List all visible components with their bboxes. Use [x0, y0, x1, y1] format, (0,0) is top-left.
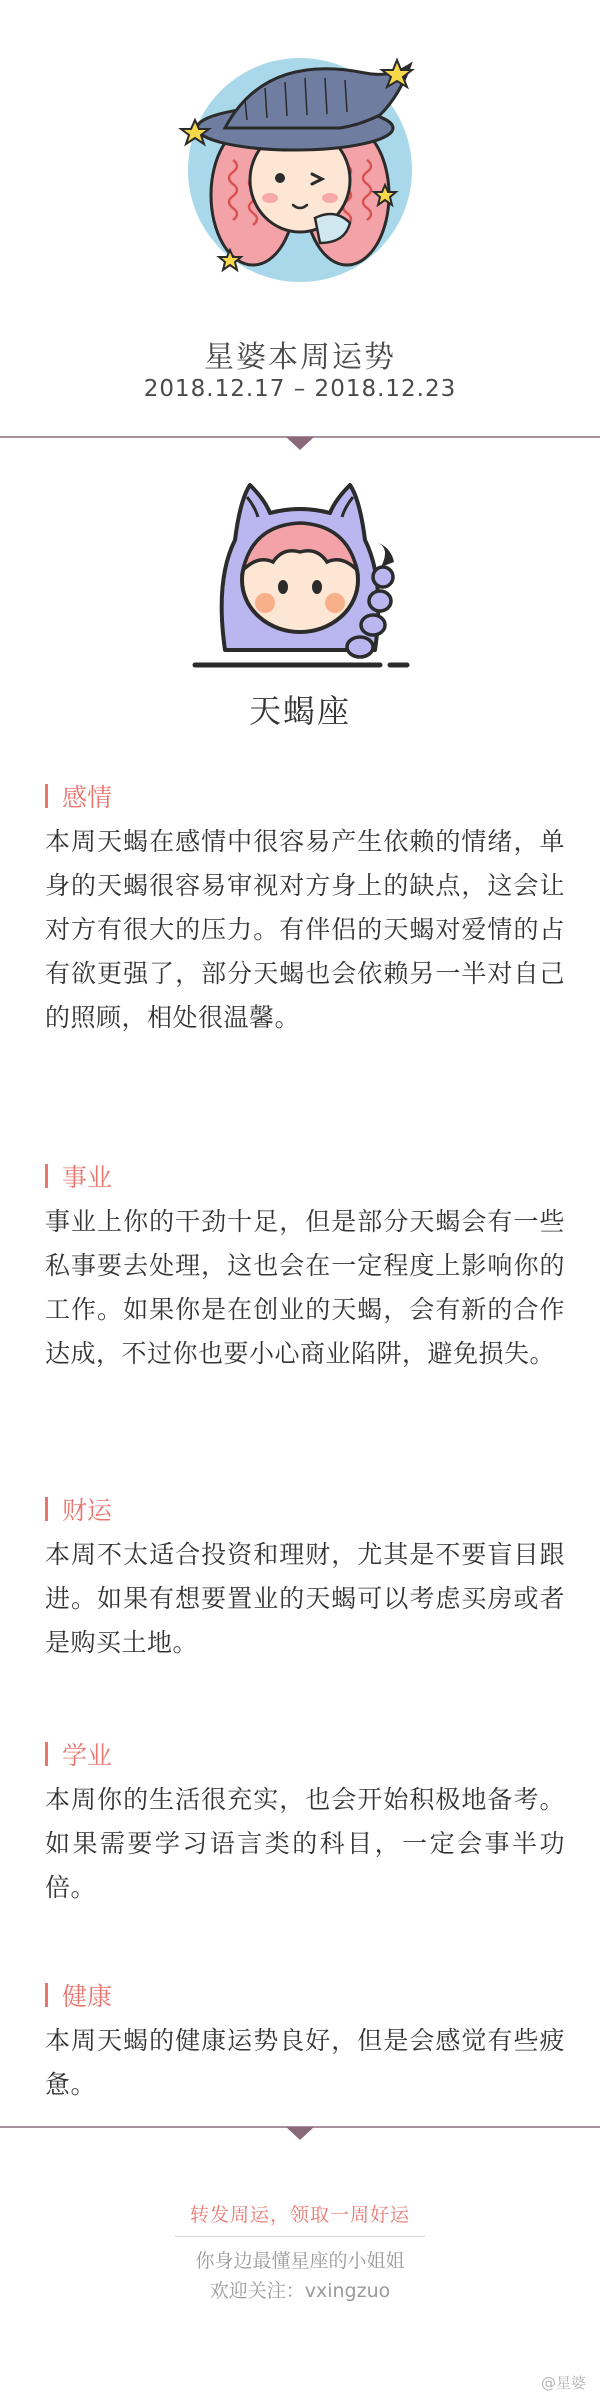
section-career [45, 1158, 565, 1376]
heading-bar [45, 784, 48, 808]
heading-bar [45, 1497, 48, 1521]
section-heading [45, 778, 565, 814]
section-body: 本周天蝎在感情中很容易产生依赖的情绪，单身的天蝎很容易审视对方身上的缺点，这会让对方有很大的压力。有伴侣的天蝎对爱情的占有欲更强了，部分天蝎也会依赖另一半对自己的照顾，相处很温馨。 [45, 827, 565, 1032]
date-range: 2018.12.17 – 2018.12.23 [143, 376, 457, 402]
section-study [45, 1736, 565, 1910]
heading-bar [45, 1742, 48, 1766]
section-body: 本周你的生活很充实，也会开始积极地备考。如果需要学习语言类的科目，一定会事半功倍。 [45, 1785, 565, 1902]
section-heading-text: 健康 [62, 1982, 113, 2011]
section-heading-text: 财运 [62, 1496, 113, 1525]
section-heading-text: 感情 [62, 783, 113, 812]
section-heading-text: 事业 [62, 1163, 113, 1192]
header [0, 0, 600, 440]
divider-bottom [0, 2126, 600, 2142]
divider-top [0, 436, 600, 452]
footer-separator [175, 2236, 425, 2237]
witch-avatar-illustration [175, 40, 425, 290]
section-heading [45, 1491, 565, 1527]
section-body: 本周天蝎的健康运势良好，但是会感觉有些疲惫。 [45, 2026, 565, 2099]
heading-bar [45, 1164, 48, 1188]
heading-bar [45, 1983, 48, 2007]
page-title: 星婆本周运势 [204, 340, 396, 375]
section-heading [45, 1977, 565, 2013]
sign-name: 天蝎座 [248, 692, 351, 730]
section-heading-text: 学业 [62, 1741, 113, 1770]
section-body: 事业上你的干劲十足，但是部分天蝎会有一些私事要去处理，这也会在一定程度上影响你的工作。如果你是在创业的天蝎，会有新的合作达成，不过你也要小心商业陷阱，避免损失。 [45, 1207, 565, 1368]
scorpio-avatar-illustration [185, 475, 415, 675]
section-love [45, 778, 565, 1040]
section-wealth [45, 1491, 565, 1665]
section-heading [45, 1736, 565, 1772]
footer-share-text: 转发周运，领取一周好运 [189, 2204, 410, 2226]
section-health [45, 1977, 565, 2107]
section-heading [45, 1158, 565, 1194]
footer-tagline: 你身边最懂星座的小姐姐 [195, 2250, 405, 2272]
watermark: @星婆 [540, 2374, 586, 2392]
section-body: 本周不太适合投资和理财，尤其是不要盲目跟进。如果有想要置业的天蝎可以考虑买房或者是购买土地。 [45, 1540, 565, 1657]
footer-follow-text: 欢迎关注：vxingzuo [209, 2280, 391, 2302]
